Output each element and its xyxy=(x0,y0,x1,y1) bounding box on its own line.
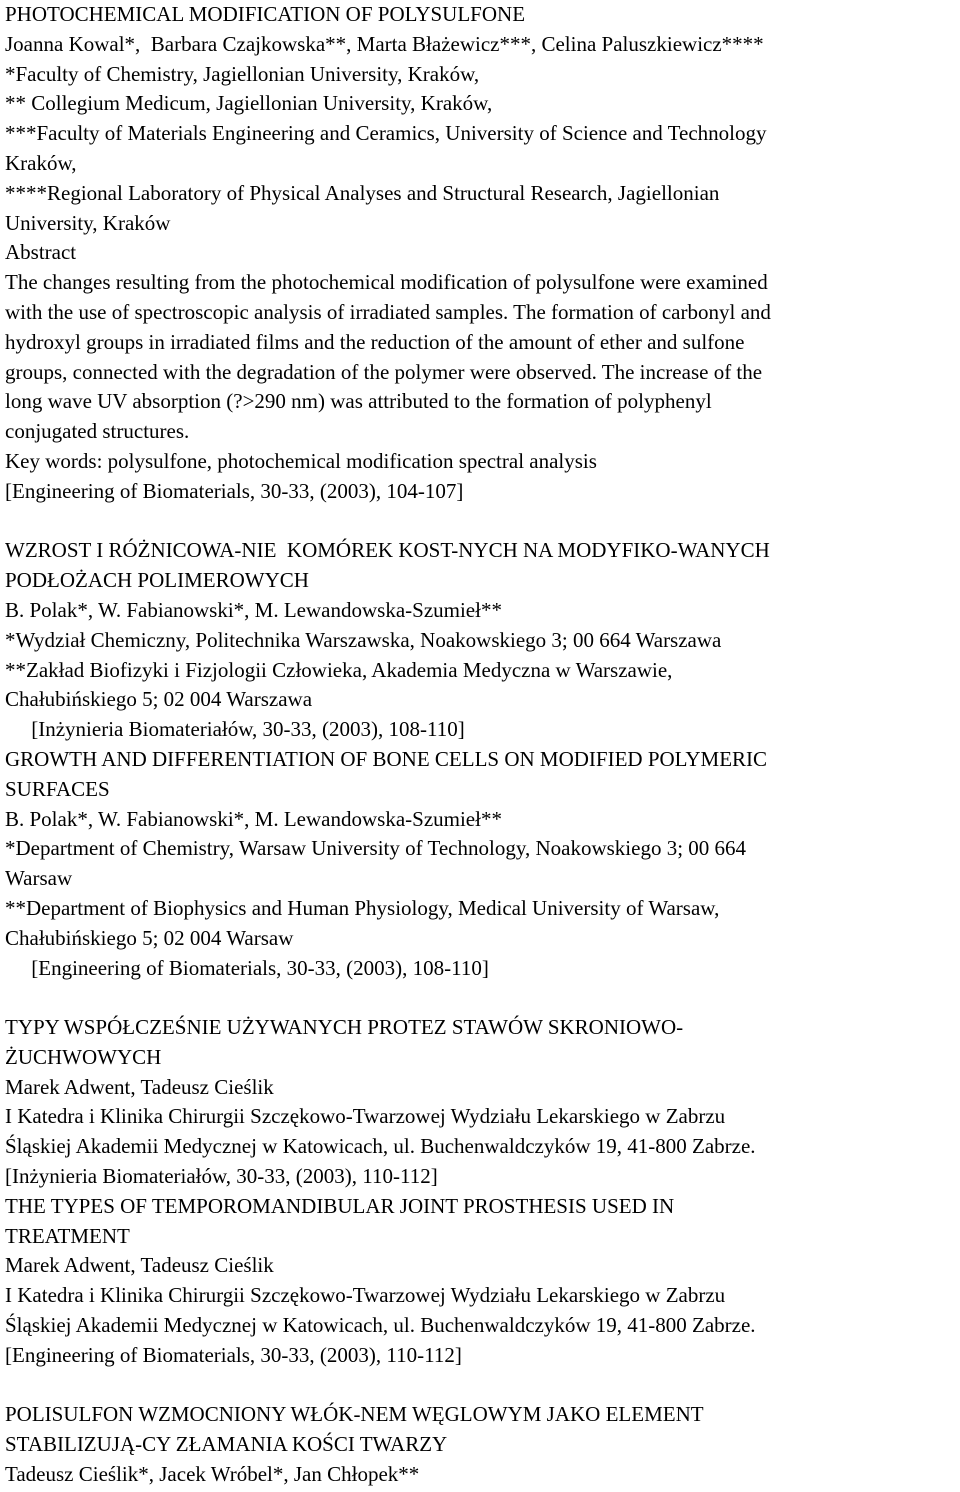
article-title: TREATMENT xyxy=(5,1223,130,1248)
article-title: STABILIZUJĄ-CY ZŁAMANIA KOŚCI TWARZY xyxy=(5,1432,448,1457)
citation: [Engineering of Biomaterials, 30-33, (2003), 104-107] xyxy=(5,478,464,503)
article-authors: B. Polak*, W. Fabianowski*, M. Lewandowska-Szumieł** xyxy=(5,597,502,622)
article-entry xyxy=(5,1400,957,1489)
affiliation-line: Śląskiej Akademii Medycznej w Katowicach, ul. Buchenwaldczyków 19, 41-800 Zabrze. xyxy=(5,1313,756,1338)
abstract-line: with the use of spectroscopic analysis of irradiated samples. The formation of carbonyl and xyxy=(5,299,771,324)
abstract-line: The changes resulting from the photochemical modification of polysulfone were examined xyxy=(5,270,768,295)
abstract-line: groups, connected with the degradation of the polymer were observed. The increase of the xyxy=(5,359,763,384)
abstract-line: conjugated structures. xyxy=(5,419,190,444)
article-authors: Marek Adwent, Tadeusz Cieślik xyxy=(5,1253,274,1278)
article-title: THE TYPES OF TEMPOROMANDIBULAR JOINT PROSTHESIS USED IN xyxy=(5,1193,675,1218)
affiliation-line: University, Kraków xyxy=(5,210,171,235)
affiliation-line: **Department of Biophysics and Human Physiology, Medical University of Warsaw, xyxy=(5,895,720,920)
affiliation-line: ****Regional Laboratory of Physical Analyses and Structural Research, Jagiellonian xyxy=(5,180,720,205)
affiliation-line: Kraków, xyxy=(5,150,77,175)
article-authors: B. Polak*, W. Fabianowski*, M. Lewandowska-Szumieł** xyxy=(5,806,502,831)
article-authors: Joanna Kowal*, Barbara Czajkowska**, Marta Błażewicz***, Celina Paluszkiewicz**** xyxy=(5,31,764,56)
article-title: WZROST I RÓŻNICOWA-NIE KOMÓREK KOST-NYCH NA MODYFIKO-WANYCH xyxy=(5,538,770,563)
article-title: ŻUCHWOWYCH xyxy=(5,1044,162,1069)
affiliation-line: Śląskiej Akademii Medycznej w Katowicach, ul. Buchenwaldczyków 19, 41-800 Zabrze. xyxy=(5,1134,756,1159)
affiliation-line: Chałubińskiego 5; 02 004 Warsaw xyxy=(5,925,294,950)
affiliation-line: Warsaw xyxy=(5,866,73,891)
abstract-line: long wave UV absorption (?>290 nm) was attributed to the formation of polyphenyl xyxy=(5,389,712,414)
article-authors: Marek Adwent, Tadeusz Cieślik xyxy=(5,1074,274,1099)
article-entry xyxy=(5,0,957,507)
affiliation-line: Chałubińskiego 5; 02 004 Warszawa xyxy=(5,687,313,712)
affiliation-line: *Faculty of Chemistry, Jagiellonian University, Kraków, xyxy=(5,61,480,86)
spacer xyxy=(5,507,957,537)
spacer xyxy=(5,1371,957,1401)
article-title: PHOTOCHEMICAL MODIFICATION OF POLYSULFONE xyxy=(5,2,526,26)
abstract-heading: Abstract xyxy=(5,240,77,265)
affiliation-line: ***Faculty of Materials Engineering and Ceramics, University of Science and Technology xyxy=(5,121,767,146)
article-title: PODŁOŻACH POLIMEROWYCH xyxy=(5,568,309,593)
abstract-line: hydroxyl groups in irradiated films and the reduction of the amount of ether and sulfone xyxy=(5,329,745,354)
affiliation-line: I Katedra i Klinika Chirurgii Szczękowo-Twarzowej Wydziału Lekarskiego w Zabrzu xyxy=(5,1283,726,1308)
document-page xyxy=(5,0,957,1490)
article-authors: Tadeusz Cieślik*, Jacek Wróbel*, Jan Chłopek** xyxy=(5,1462,420,1487)
affiliation-line: *Wydział Chemiczny, Politechnika Warszawska, Noakowskiego 3; 00 664 Warszawa xyxy=(5,627,722,652)
article-title: POLISULFON WZMOCNIONY WŁÓK-NEM WĘGLOWYM JAKO ELEMENT xyxy=(5,1402,704,1427)
citation: [Engineering of Biomaterials, 30-33, (2003), 110-112] xyxy=(5,1342,462,1367)
article-title: TYPY WSPÓŁCZEŚNIE UŻYWANYCH PROTEZ STAWÓW SKRONIOWO- xyxy=(5,1015,684,1040)
citation: [Inżynieria Biomateriałów, 30-33, (2003), 108-110] xyxy=(5,717,465,742)
article-title: GROWTH AND DIFFERENTIATION OF BONE CELLS ON MODIFIED POLYMERIC xyxy=(5,746,768,771)
affiliation-line: ** Collegium Medicum, Jagiellonian University, Kraków, xyxy=(5,91,493,116)
affiliation-line: *Department of Chemistry, Warsaw University of Technology, Noakowskiego 3; 00 664 xyxy=(5,836,747,861)
keywords: Key words: polysulfone, photochemical modification spectral analysis xyxy=(5,448,597,473)
article-entry xyxy=(5,745,957,983)
article-title: SURFACES xyxy=(5,776,110,801)
citation: [Engineering of Biomaterials, 30-33, (2003), 108-110] xyxy=(5,955,489,980)
article-entry xyxy=(5,536,957,745)
spacer xyxy=(5,983,957,1013)
article-entry xyxy=(5,1192,957,1371)
affiliation-line: **Zakład Biofizyki i Fizjologii Człowieka, Akademia Medyczna w Warszawie, xyxy=(5,657,673,682)
article-entry xyxy=(5,1013,957,1192)
citation: [Inżynieria Biomateriałów, 30-33, (2003), 110-112] xyxy=(5,1164,438,1189)
affiliation-line: I Katedra i Klinika Chirurgii Szczękowo-Twarzowej Wydziału Lekarskiego w Zabrzu xyxy=(5,1104,726,1129)
